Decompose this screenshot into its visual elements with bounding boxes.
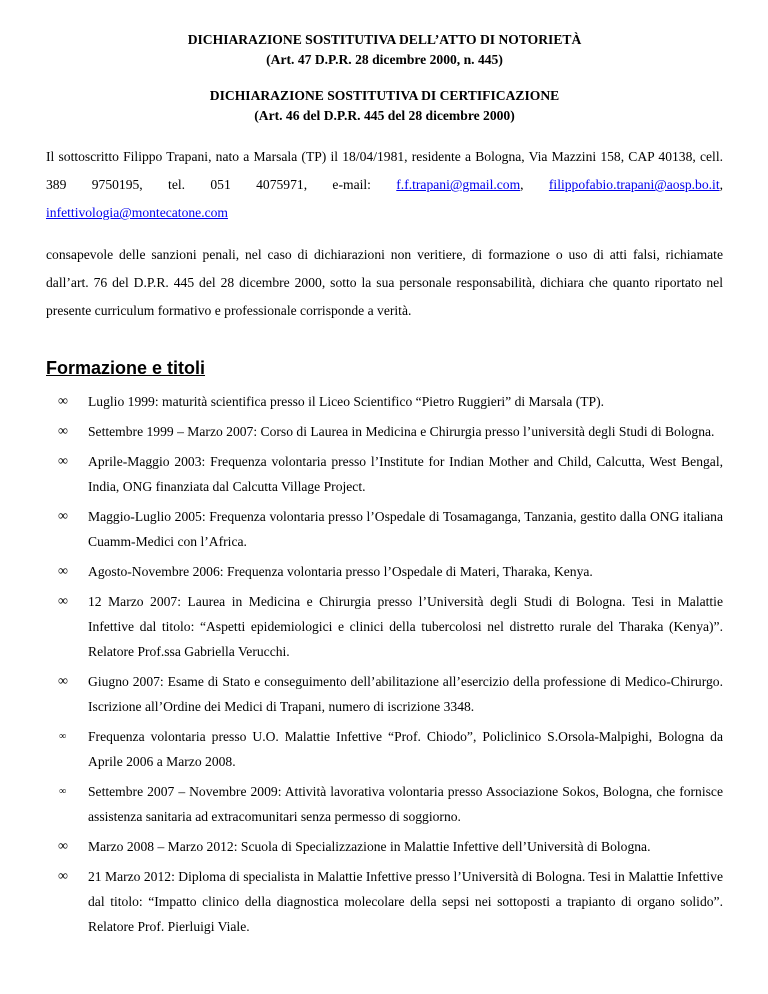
heading-block-certificazione [46,86,723,126]
email-separator: , [520,177,549,192]
list-item-text: Maggio-Luglio 2005: Frequenza volontaria presso l’Ospedale di Tosamaganga, Tanzania, gestito dalla ONG italiana Cuamm-Medici con l’Africa. [88,509,723,549]
infinity-bullet-icon: ∞ [58,674,68,689]
infinity-bullet-icon: ∞ [58,839,68,854]
list-item-text: Giugno 2007: Esame di Stato e conseguimento dell’abilitazione all’esercizio della professione di Medico-Chirurgo. Iscrizione all’Ordine dei Medici di Trapani, numero di iscrizione 3348. [88,674,723,714]
list-item [46,864,723,939]
list-item [46,669,723,719]
document-page [46,30,723,944]
infinity-bullet-icon: ∞ [58,509,68,524]
list-item-text: Settembre 2007 – Novembre 2009: Attività lavorativa volontaria presso Associazione Sokos, Bologna, che fornisce assistenza sanitaria ad extracomunitari senza permesso di soggiorno. [88,784,723,824]
email-separator: , [719,177,724,192]
list-item [46,419,723,444]
infinity-bullet-icon: ∞ [58,594,68,609]
infinity-bullet-icon: ∞ [58,424,68,439]
list-item-text: Frequenza volontaria presso U.O. Malattie Infettive “Prof. Chiodo”, Policlinico S.Orsola-Malpighi, Bologna da Aprile 2006 a Marzo 2008. [88,729,723,769]
email-link-aosp[interactable]: filippofabio.trapani@aosp.bo.it [548,177,720,192]
infinity-bullet-icon: ∞ [58,454,68,469]
list-item [46,449,723,499]
list-item-text: 12 Marzo 2007: Laurea in Medicina e Chirurgia presso l’Università degli Studi di Bologna. Tesi in Malattie Infettive dal titolo: “Aspetti epidemiologici e clinici della tubercolosi nel distretto rurale del Tharaka (Kenya)”. Relatore Prof.ssa Gabriella Verucchi. [88,594,723,659]
title-certificazione: DICHIARAZIONE SOSTITUTIVA DI CERTIFICAZIONE [209,88,560,103]
section-title-formazione: Formazione e titoli [46,358,206,378]
list-item [46,589,723,664]
list-item-text: 21 Marzo 2012: Diploma di specialista in Malattie Infettive presso l’Università di Bologna. Tesi in Malattie Infettive dal titolo: “Impatto clinico della diagnostica molecolare della sepsi nei sottoposti a trapianto di organo solido”. Relatore Prof. Pierluigi Viale. [88,869,723,934]
title-certificazione-ref: (Art. 46 del D.P.R. 445 del 28 dicembre 2000) [254,108,515,123]
declaration-paragraph: consapevole delle sanzioni penali, nel caso di dichiarazioni non veritiere, di formazione o uso di atti falsi, richiamate dall’art. 76 del D.P.R. 445 del 28 dicembre 2000, sotto la sua personale responsabilità, dichiara che quanto riportato nel presente curriculum formativo e professionale corrisponde a verità. [46,247,723,318]
list-item-text: Settembre 1999 – Marzo 2007: Corso di Laurea in Medicina e Chirurgia presso l’università degli Studi di Bologna. [88,424,715,439]
title-notorieta-ref: (Art. 47 D.P.R. 28 dicembre 2000, n. 445) [266,52,503,67]
list-item-text: Agosto-Novembre 2006: Frequenza volontaria presso l’Ospedale di Materi, Tharaka, Kenya. [88,564,593,579]
infinity-bullet-icon: ∞ [58,869,68,884]
intro-text: Il sottoscritto Filippo Trapani, nato a Marsala (TP) il 18/04/1981, residente a Bologna, Via Mazzini 158, CAP 40138, cell. 389 9750195, tel. 051 4075971, e-mail: [46,149,723,192]
list-item [46,389,723,414]
intro-paragraph [46,143,723,227]
list-item [46,779,723,829]
title-notorieta: DICHIARAZIONE SOSTITUTIVA DELL’ATTO DI NOTORIETÀ [187,32,582,47]
infinity-bullet-icon: ∞ [59,731,67,742]
formazione-list [46,389,723,939]
list-item [46,724,723,774]
list-item [46,834,723,859]
email-link-montecatone[interactable]: infettivologia@montecatone.com [46,205,229,220]
list-item [46,504,723,554]
infinity-bullet-icon: ∞ [58,394,68,409]
list-item [46,559,723,584]
list-item-text: Aprile-Maggio 2003: Frequenza volontaria presso l’Institute for Indian Mother and Child, Calcutta, West Bengal, India, ONG finanziata dal Calcutta Village Project. [88,454,723,494]
list-item-text: Marzo 2008 – Marzo 2012: Scuola di Specializzazione in Malattie Infettive dell’Università di Bologna. [88,839,651,854]
email-link-gmail[interactable]: f.f.trapani@gmail.com [396,177,521,192]
infinity-bullet-icon: ∞ [58,564,68,579]
infinity-bullet-icon: ∞ [59,786,67,797]
list-item-text: Luglio 1999: maturità scientifica presso il Liceo Scientifico “Pietro Ruggieri” di Marsala (TP). [88,394,605,409]
